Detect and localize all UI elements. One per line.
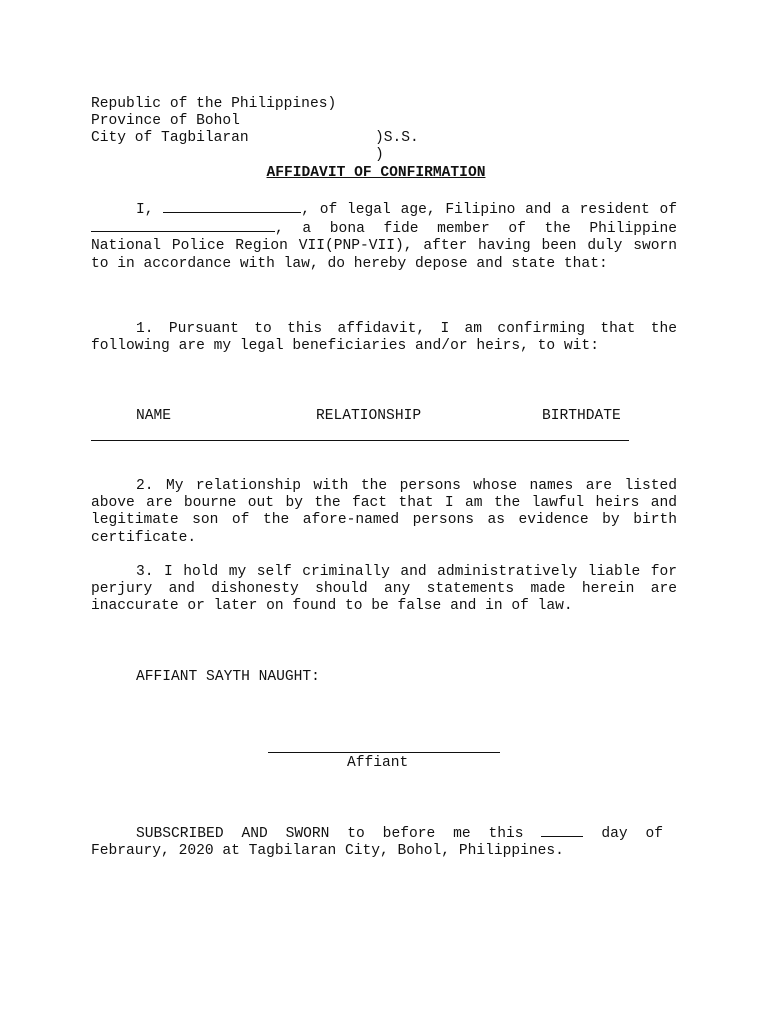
caption-place: Republic of the Philippines) — [91, 96, 337, 112]
header-name: NAME — [136, 408, 172, 424]
caption-place: City of Tagbilaran — [91, 130, 249, 146]
signature-label: Affiant — [347, 755, 409, 771]
document-title — [0, 165, 768, 182]
day-blank — [541, 824, 583, 837]
paragraph-2-text: 2. My relationship with the persons whose names are listed above are bourne out by the fact that I am the lawful heirs and legitimate son of the afore-named persons as evidence by birth certificate. — [91, 478, 677, 546]
intro-paragraph — [91, 200, 677, 273]
paragraph-3-text: 3. I hold my self criminally and administratively liable for perjury and dishonesty should any statements made herein are inaccurate or later on found to be false and in of law. — [91, 564, 677, 615]
jurat-paragraph — [91, 824, 663, 860]
header-birthdate: BIRTHDATE — [542, 408, 621, 424]
paragraph-2 — [91, 478, 677, 547]
caption-ss-mark: )S.S. — [375, 130, 419, 146]
table-rule — [91, 440, 629, 441]
document-title-text: AFFIDAVIT OF CONFIRMATION — [266, 165, 486, 181]
header-relationship: RELATIONSHIP — [316, 408, 422, 424]
paragraph-1 — [91, 321, 677, 355]
name-blank — [163, 200, 301, 213]
beneficiaries-table-header — [91, 408, 631, 425]
residence-blank — [91, 219, 275, 232]
paragraph-3 — [91, 564, 677, 616]
intro-text-3: , a bona fide member of the Philippine National Police Region VII(PNP-VII), after having been duly sworn to in accordance with law, do hereby depose and state that: — [91, 221, 677, 272]
signature-line — [268, 752, 500, 753]
affiant-statement: AFFIANT SAYTH NAUGHT: — [136, 669, 320, 685]
jurat-text-1: SUBSCRIBED AND SWORN to before me this — [136, 826, 524, 842]
caption-place: Province of Bohol — [91, 113, 240, 129]
intro-text-1: I, — [136, 202, 154, 218]
jurat-text-2: day of Febraury, 2020 at Tagbilaran City, Bohol, Philippines. — [91, 826, 663, 860]
caption-line-republic — [91, 79, 337, 112]
intro-text-2: , of legal age, Filipino and a resident of — [301, 202, 677, 218]
caption-mark: ) — [375, 147, 384, 163]
paragraph-1-text: 1. Pursuant to this affidavit, I am confirming that the following are my legal beneficiaries and/or heirs, to wit: — [91, 321, 677, 355]
